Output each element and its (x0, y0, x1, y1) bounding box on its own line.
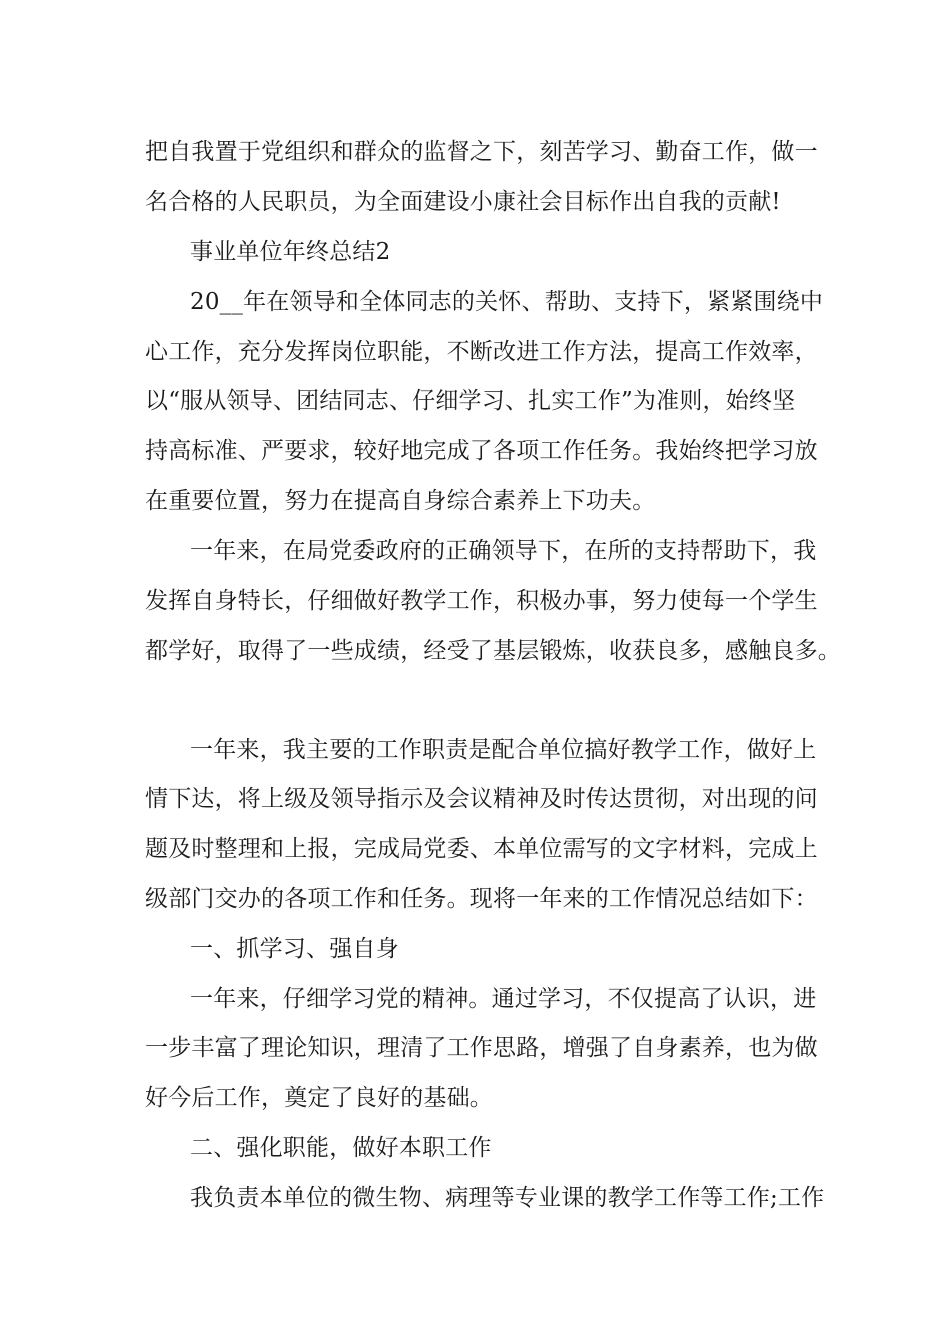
text-line: 在重要位置，努力在提高自身综合素养上下功夫。 (145, 488, 656, 514)
text-line: 级部门交办的各项工作和任务。现将一年来的工作情况总结如下： (145, 886, 818, 912)
section-heading: 事业单位年终总结2 (190, 239, 391, 265)
text-line: 20__年在领导和全体同志的关怀、帮助、支持下，紧紧围绕中 (190, 289, 824, 315)
section-heading: 二、强化职能，做好本职工作 (190, 1135, 492, 1161)
text-line: 情下达，将上级及领导指示及会议精神及时传达贯彻，对出现的问 (145, 786, 818, 812)
section-heading: 一、抓学习、强自身 (190, 936, 399, 962)
text-line: 发挥自身特长，仔细做好教学工作，积极办事，努力使每一个学生 (145, 588, 818, 614)
text-line: 一步丰富了理论知识，理清了工作思路，增强了自身素养，也为做 (145, 1035, 818, 1061)
text-line: 心工作，充分发挥岗位职能，不断改进工作方法，提高工作效率， (145, 339, 818, 365)
text-line: 题及时整理和上报，完成局党委、本单位需写的文字材料，完成上 (145, 836, 818, 862)
text-line: 一年来，在局党委政府的正确领导下，在所的支持帮助下，我 (190, 538, 817, 564)
text-line: 以“服从领导、团结同志、仔细学习、扎实工作”为准则，始终坚 (145, 388, 796, 414)
text-line: 把自我置于党组织和群众的监督之下，刻苦学习、勤奋工作，做一 (145, 139, 818, 165)
text-line: 一年来，我主要的工作职责是配合单位搞好教学工作，做好上 (190, 737, 817, 763)
text-line: 一年来，仔细学习党的精神。通过学习，不仅提高了认识，进 (190, 986, 817, 1012)
text-line: 好今后工作，奠定了良好的基础。 (145, 1085, 493, 1111)
text-line: 都学好，取得了一些成绩，经受了基层锻炼，收获良多，感触良多。 (145, 638, 841, 664)
text-line: 名合格的人民职员，为全面建设小康社会目标作出自我的贡献! (145, 189, 781, 215)
text-line: 我负责本单位的微生物、病理等专业课的教学工作等工作;工作 (190, 1185, 825, 1211)
text-line: 持高标准、严要求，较好地完成了各项工作任务。我始终把学习放 (145, 438, 818, 464)
